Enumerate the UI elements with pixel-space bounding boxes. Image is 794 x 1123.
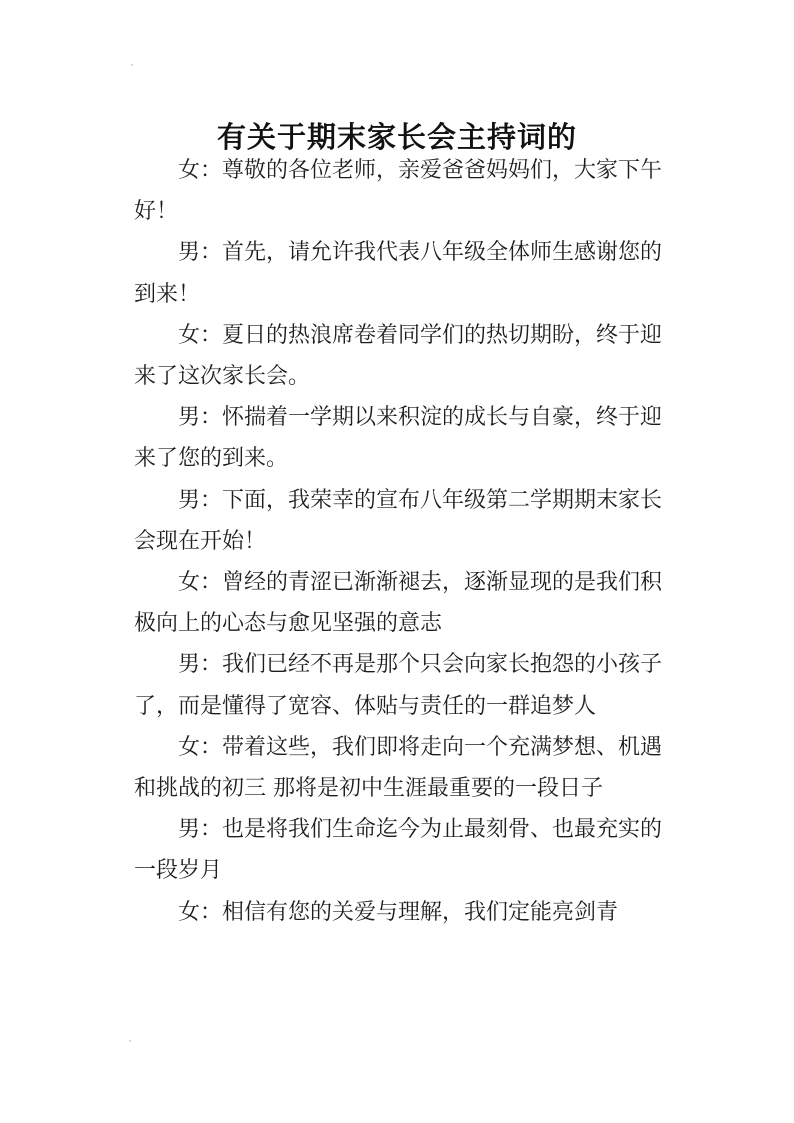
dialogue-paragraph: 男：我们已经不再是那个只会向家长抱怨的小孩子了，而是懂得了宽容、体贴与责任的一群追梦人 [134, 652, 663, 719]
dialogue-paragraph: 女：尊敬的各位老师，亲爱爸爸妈妈们，大家下午好！ [134, 158, 663, 225]
dialogue-paragraph: 男：下面，我荣幸的宣布八年级第二学期期末家长会现在开始！ [134, 487, 663, 554]
dialogue-paragraph: 女：带着这些，我们即将走向一个充满梦想、机遇和挑战的初三 那将是初中生涯最重要的一段日子 [134, 734, 663, 802]
dialogue-paragraph: 男：也是将我们生命迄今为止最刻骨、也最充实的一段岁月 [134, 817, 663, 884]
scan-speck [129, 1040, 131, 1042]
dialogue-paragraph: 女：曾经的青涩已渐渐褪去，逐渐显现的是我们积极向上的心态与愈见坚强的意志 [134, 570, 663, 637]
document-body [134, 150, 662, 933]
dialogue-paragraph: 男：怀揣着一学期以来积淀的成长与自豪，终于迎来了您的到来。 [134, 405, 663, 472]
scan-speck [131, 64, 133, 66]
dialogue-paragraph: 男：首先，请允许我代表八年级全体师生感谢您的到来！ [134, 240, 663, 307]
document-title: 有关于期末家长会主持词的 [216, 120, 577, 155]
dialogue-paragraph: 女：相信有您的关爱与理解，我们定能亮剑青 [178, 899, 619, 925]
dialogue-paragraph: 女：夏日的热浪席卷着同学们的热切期盼，终于迎来了这次家长会。 [134, 322, 663, 390]
